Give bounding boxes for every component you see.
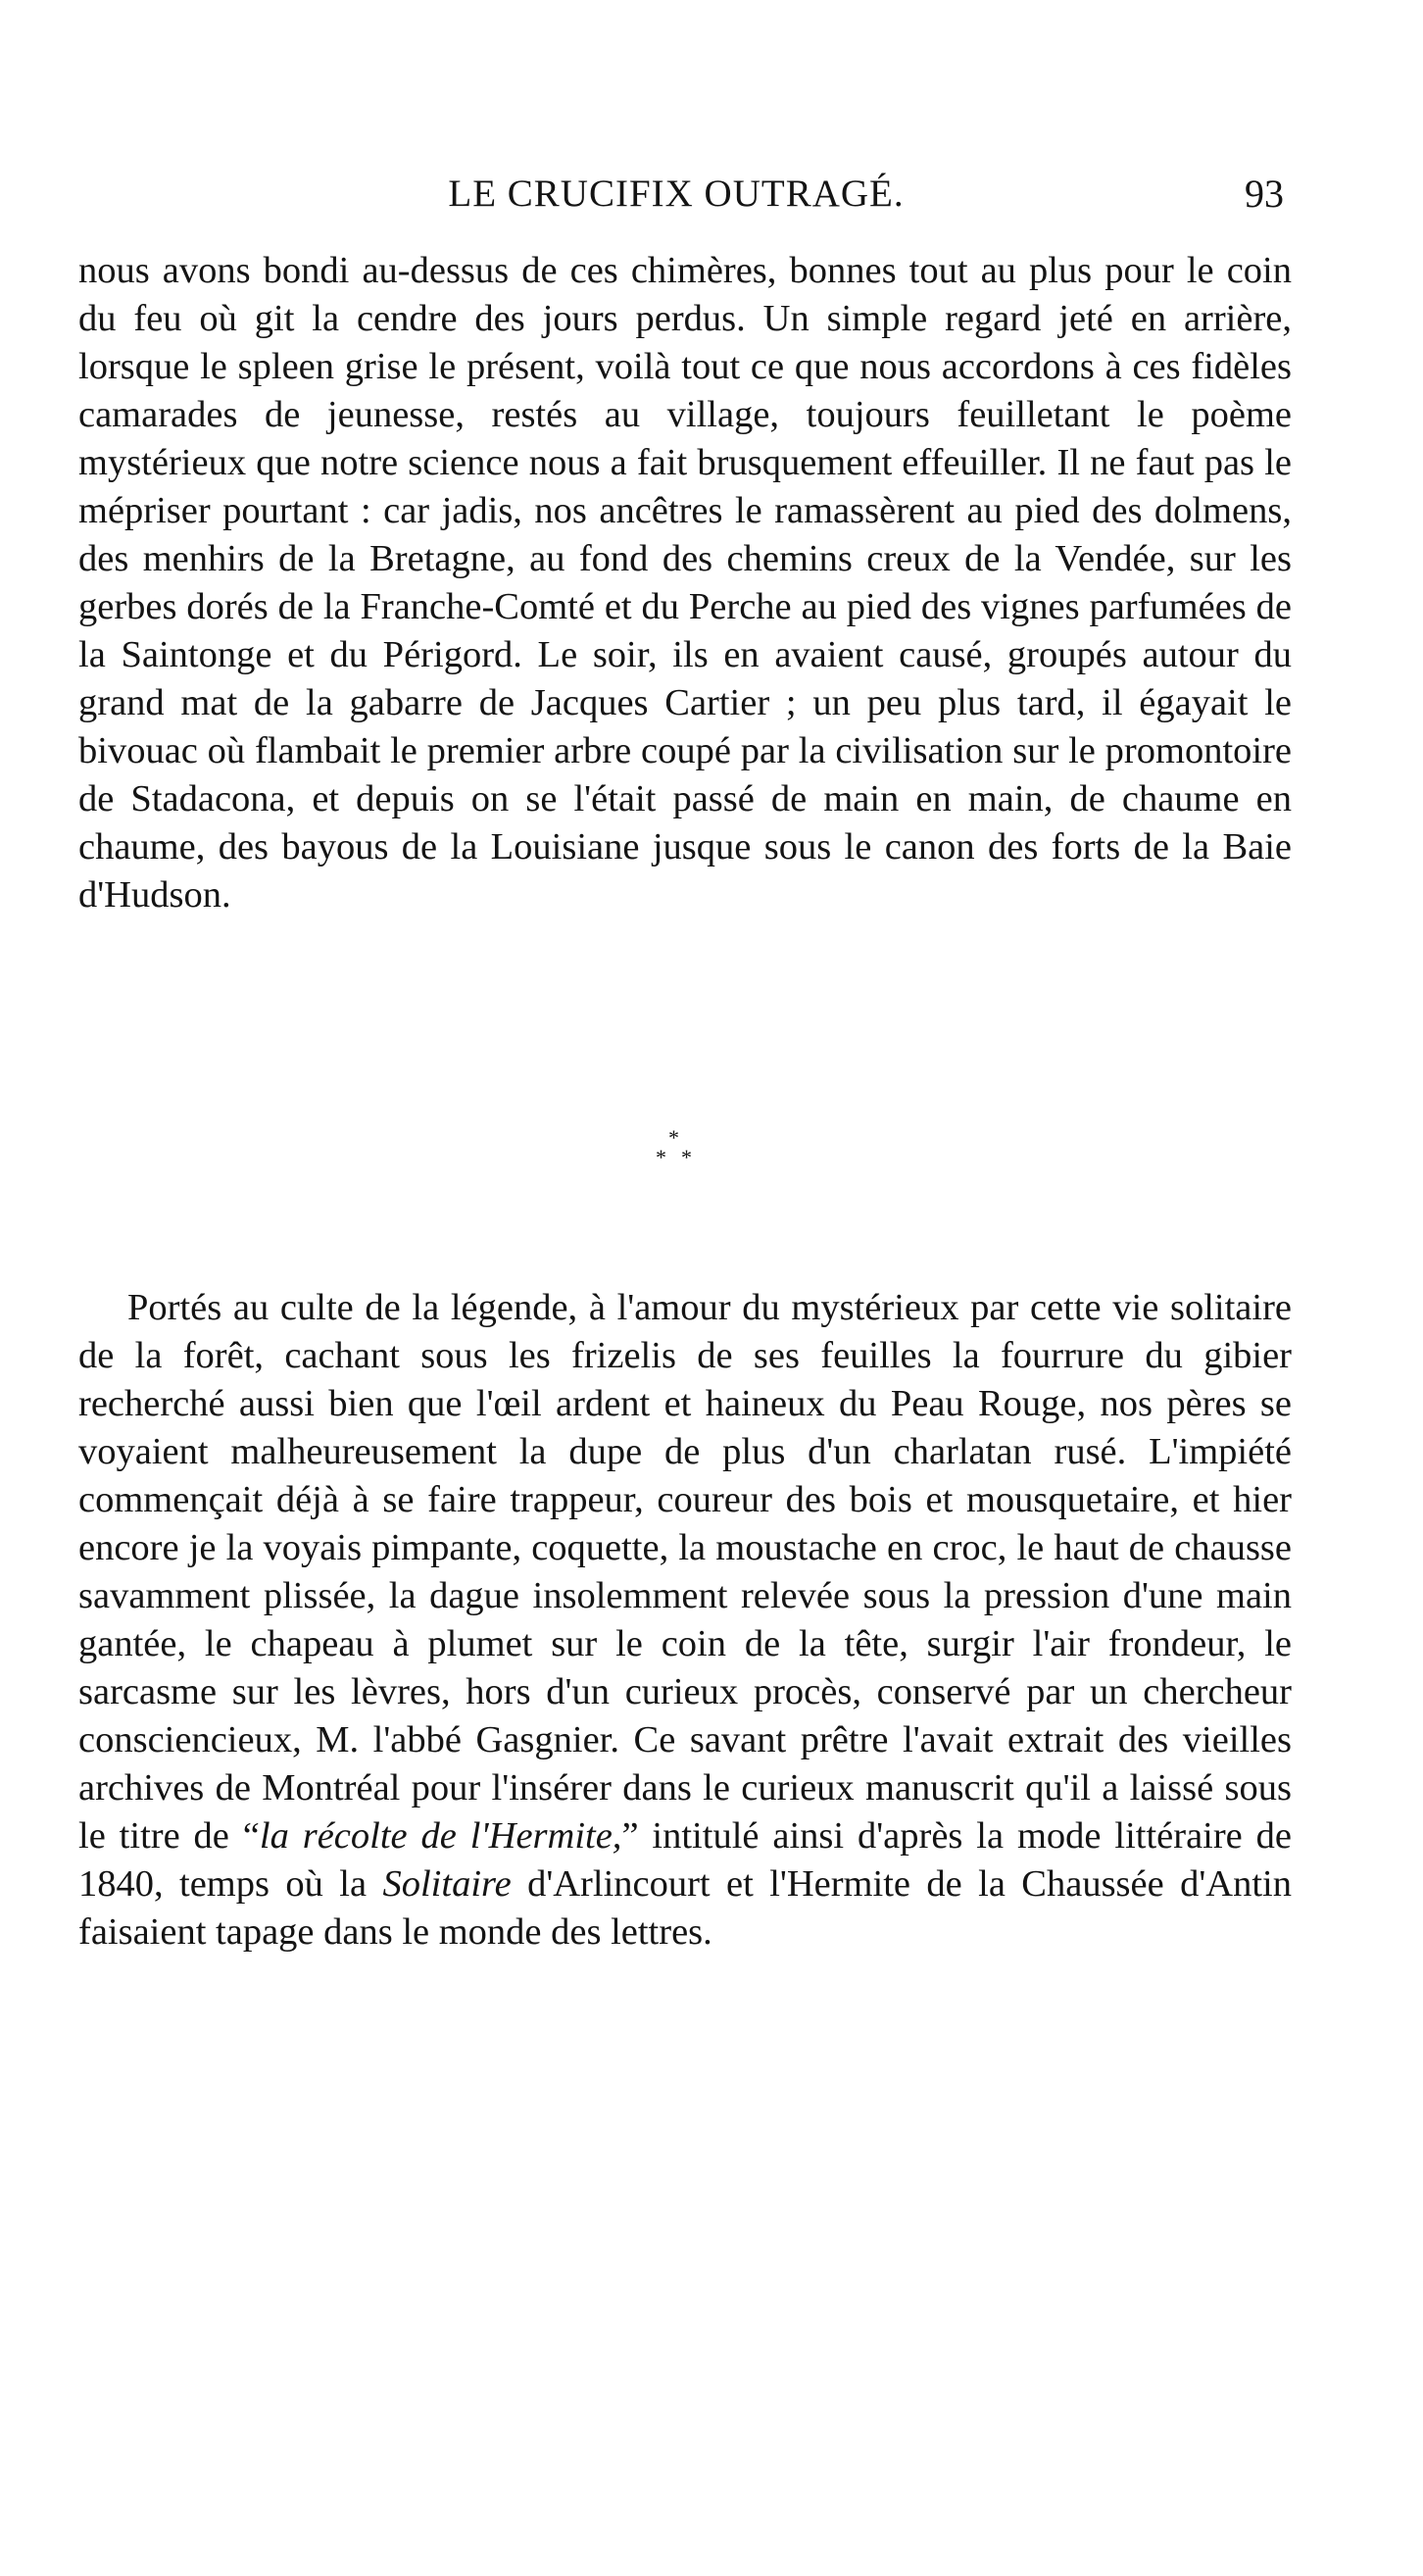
paragraph-2 xyxy=(78,1284,1292,1957)
asterisk-left: * xyxy=(656,1145,666,1169)
paragraph-1: nous avons bondi au-dessus de ces chimères, bonnes tout au plus pour le coin du feu où git la cendre des jours perdus. Un simple regard jeté en arrière, lorsque le spleen grise le présent, voilà tout ce que nous accordons à ces fidèles camarades de jeunesse, restés au village, toujours feuilletant le poème mystérieux que notre science nous a fait brusquement effeuiller. Il ne faut pas le mépriser pourtant : car jadis, nos ancêtres le ramassèrent au pied des dolmens, des menhirs de la Bretagne, au fond des chemins creux de la Vendée, sur les gerbes dorés de la Franche-Comté et du Perche au pied des vignes parfumées de la Saintonge et du Périgord. Le soir, ils en avaient causé, groupés autour du grand mat de la gabarre de Jacques Cartier ; un peu plus tard, il égayait le bivouac où flambait le premier arbre coupé par la civilisation sur le promontoire de Stadacona, et depuis on se l'était passé de main en main, de chaume en chaume, des bayous de la Louisiane jusque sous le canon des forts de la Baie d'Hudson. xyxy=(78,250,1292,916)
running-title: LE CRUCIFIX OUTRAGÉ. xyxy=(448,173,905,215)
paragraph-2-text-part-1: Portés au culte de la légende, à l'amour du mystérieux par cette vie solitaire de la forêt, cachant sous les frizelis de ses feuilles la fourrure du gibier recherché aussi bien que l'œil ardent et haineux du Peau Rouge, nos pères se voyaient malheureusement la dupe de plus d'un charlatan rusé. L'impiété commençait déjà à se faire trappeur, coureur des bois et mousquetaire, et hier encore je la voyais pimpante, coquette, la moustache en croc, le haut de chausse savamment plissée, la dague insolemment relevée sous la pression d'une main gantée, le chapeau à plumet sur le coin de la tête, surgir l'air frondeur, le sarcasme sur les lèvres, hors d'un curieux procès, conservé par un chercheur consciencieux, M. l'abbé Gasgnier. Ce savant prêtre l'avait extrait des vieilles archives de Montréal pour l'insérer dans le curieux manuscrit qu'il a laissé sous le titre de “ xyxy=(78,1287,1292,1857)
italic-title-solitaire: Solitaire xyxy=(382,1863,512,1905)
italic-title-recolte: la récolte de l'Hermite, xyxy=(259,1815,622,1857)
asterisk-top: * xyxy=(668,1125,679,1150)
paragraph-2-text-part-2: ” intitulé ainsi d'après la mode littéraire de 1840, temps où la xyxy=(78,1815,1292,1905)
asterism-section-break xyxy=(647,1127,706,1176)
running-head xyxy=(78,165,1284,223)
paragraph-2-text-part-3: d'Arlincourt et l'Hermite de la Chaussée d'Antin faisaient tapage dans le monde des lettres. xyxy=(78,1863,1292,1953)
page-number: 93 xyxy=(1245,172,1284,216)
asterisk-right: * xyxy=(681,1145,692,1169)
